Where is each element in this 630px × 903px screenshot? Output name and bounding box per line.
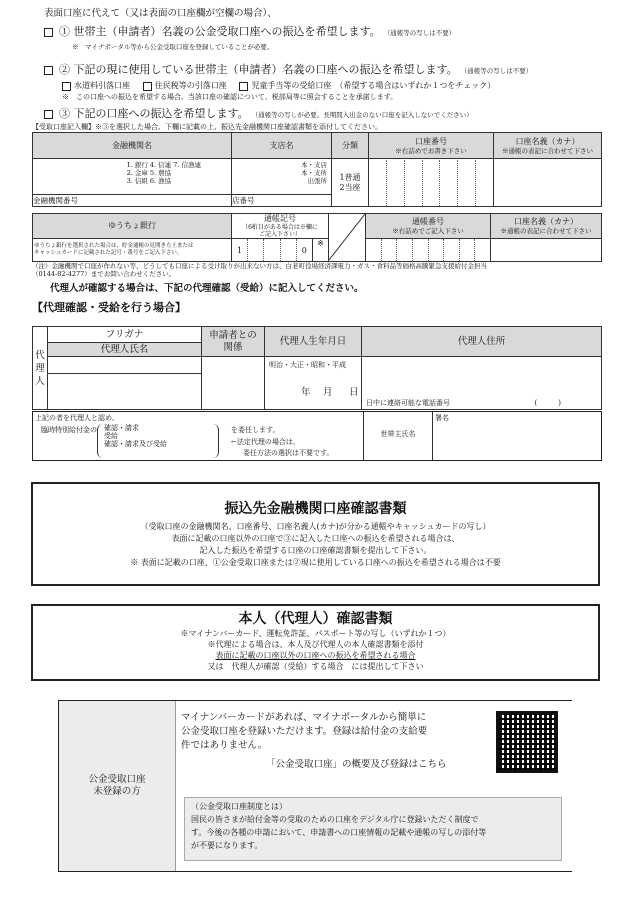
consent-line2: 臨時特別給付金の <box>41 426 97 434</box>
bank-doc-line1: （受取口座の金融機関名、口座番号、口座名義人(カナ)が分かる通帳やキャッシュカードの写し） <box>140 522 491 531</box>
relation-field[interactable] <box>202 357 265 410</box>
bank-code-label: 金融機関番号 <box>33 195 78 205</box>
col-holder <box>494 133 602 159</box>
option-3[interactable] <box>44 107 473 121</box>
yucho-note: ゆうちょ銀行を選択された場合は、貯金通帳の見開き左上または キャッシュカードに記載された記号・番号をご記入下さい。 <box>33 239 232 262</box>
yucho-number-label: 通帳番号 <box>412 217 444 226</box>
proxy-title: 【代理確認・受給を行う場合】 <box>32 301 186 314</box>
id-doc-line2: ※代理による場合は、本人及び代理人の本人確認書類を添付 <box>207 640 424 649</box>
bank-table <box>32 132 602 207</box>
furigana-header: フリガナ <box>48 327 202 343</box>
branch-code-field[interactable] <box>232 195 332 207</box>
public-box1: 国民の皆さまが給付金等の受取のための口座をデジタル庁に登録いただく制度で <box>191 815 479 824</box>
option-2-note: （通帳等の写しは不要） <box>460 67 533 75</box>
yucho-one: 1 <box>237 245 243 255</box>
choice-bracket <box>97 424 219 458</box>
option-2-sub: ※ この口座への振込を希望する場合、当該口座の確認について、税部局等に照会することを承諾します。 <box>62 93 398 101</box>
checkbox-option-1[interactable] <box>44 28 53 37</box>
name-header: 代理人氏名 <box>48 343 202 357</box>
option-1-sub: ※ マイナポータル等から公金受取口座を登録していることが必要。 <box>72 43 274 51</box>
id-doc-line1: ※マイナンバーカード、運転免許証、パスポート等の写し（いずれか１つ） <box>180 629 451 638</box>
public-text2: 公金受取口座を登録いただけます。登録は給付金の支給要 <box>181 726 428 737</box>
water-label: 水道料引落口座 <box>74 81 130 90</box>
yucho-number-header <box>366 214 491 239</box>
choice-both[interactable]: 確認・請求及び受給 <box>104 440 167 448</box>
proxy-name-field[interactable] <box>48 357 202 410</box>
head-name-cell <box>363 412 433 460</box>
account-holder-field[interactable] <box>494 159 602 207</box>
head-name-label: 世帯主氏名 <box>380 430 416 438</box>
public-link[interactable]: 「公金受取口座」の概要及び登録はこちら <box>266 759 447 770</box>
address-field[interactable] <box>362 357 602 410</box>
qr-code-icon[interactable] <box>496 711 558 773</box>
col-number-sub: ※右詰めでお書き下さい <box>395 146 467 155</box>
yucho-table <box>32 213 602 262</box>
option-1-label: ① 世帯主（申請者）名義の公金受取口座への振込を希望します。 <box>59 25 381 38</box>
consent-row <box>32 411 602 461</box>
birth-header: 代理人生年月日 <box>265 327 362 357</box>
option-2[interactable] <box>44 63 532 77</box>
public-account-box <box>58 700 572 872</box>
bank-types: 1. 銀行 4. 信連 7. 信漁連 2. 金庫 5. 農協 3. 信組 6. 漁協 <box>126 161 201 185</box>
id-doc-line4: 又は 代理人が確認（受給）する場合 には提出して下さい <box>207 662 424 671</box>
checkbox-option-3[interactable] <box>44 110 53 119</box>
choice-confirm[interactable]: 確認・請求 <box>104 424 139 432</box>
bank-doc-line2: 表面に記載の口座以外の口座で③に記入した口座への振込を希望される場合は、 <box>171 534 460 543</box>
yucho-label: ゆうちょ銀行 <box>33 214 232 239</box>
yucho-holder-header <box>491 214 602 239</box>
signature-label: 署名 <box>435 414 449 422</box>
bank-doc-title: 振込先金融機関口座確認書類 <box>224 501 407 517</box>
yucho-star: ※ <box>312 239 328 261</box>
bank-doc-line3: 記入した振込を希望する口座の口座確認書類を提出して下さい。 <box>199 546 432 555</box>
yucho-holder-label: 口座名義（カナ） <box>514 217 578 226</box>
public-box-title: （公金受取口座制度とは） <box>191 802 287 811</box>
bank-doc-line4: ※ 表面に記載の口座、①公金受取口座または②現に使用している口座への振込を希望される場合は不要 <box>130 558 501 567</box>
yucho-holder-field[interactable] <box>491 239 602 262</box>
relation-header: 申請者との 関係 <box>202 327 265 357</box>
col-bank-name: 金融機関名 <box>33 133 232 159</box>
branch-field[interactable] <box>232 159 332 195</box>
public-box3: が不要になります。 <box>191 841 263 850</box>
yucho-number-sub: ※右詰めでご記入下さい <box>392 227 464 235</box>
account-type-field[interactable]: 1普通 2当座 <box>332 159 369 207</box>
bank-caption: 【受取口座記入欄】※③を選択した場合、下欄に記載の上、振込先金融機関口座確認書類を添付してください。 <box>32 123 382 131</box>
tel-label: 日中に連絡可能な電話番号 <box>366 399 450 407</box>
consent-line4: ←法定代理の場合は、 <box>231 438 300 446</box>
option-1-note: （通帳等の写しは不要） <box>383 29 456 37</box>
col-holder-label: 口座名義（カナ） <box>515 136 580 146</box>
day-label: 日 <box>349 387 359 398</box>
col-number <box>369 133 494 159</box>
option-3-label: ③ 下記の口座への振込を希望します。 <box>59 107 249 120</box>
intro-line: 表面口座に代えて（又は表面の口座欄が空欄の場合）、 <box>44 8 277 19</box>
era-options: 明治・大正・昭和・平成 <box>269 361 346 369</box>
consent-line5: 委任方法の選択は不要です。 <box>243 449 334 457</box>
year-label: 年 <box>301 387 311 398</box>
month-label: 月 <box>323 387 333 398</box>
account-number-field[interactable] <box>369 159 494 207</box>
yucho-symbol-label: 通帳記号 <box>264 214 296 223</box>
public-text1: マイナンバーカードがあれば、マイナポータルから簡単に <box>181 712 427 723</box>
id-doc-line3: 表面に記載の口座以外の口座への振込を希望される場合 <box>215 651 416 660</box>
tax-label: 住民税等の引落口座 <box>154 81 227 90</box>
branch-types: 本・支店 本・支所 出張所 <box>301 161 327 185</box>
consent-line1: 上記の者を代理人と認め、 <box>35 414 119 422</box>
public-info-box <box>184 797 562 861</box>
bank-code-field[interactable] <box>33 195 232 207</box>
choice-receive[interactable]: 受給 <box>104 432 118 440</box>
proxy-intro: 代理人が確認する場合は、下記の代理確認（受給）に記入してください。 <box>50 283 364 294</box>
signature-field[interactable] <box>433 424 599 458</box>
child-label: 児童手当等の受給口座 （希望する場合はいずれか１つをチェック） <box>251 81 496 90</box>
tel-paren[interactable]: ( ) <box>534 399 561 407</box>
bank-doc-box <box>31 482 600 586</box>
option-2-label: ② 下記の現に使用している世帯主（申請者）名義の口座への振込を希望します。 <box>59 63 458 76</box>
checkbox-child[interactable] <box>239 82 248 91</box>
yucho-diagonal <box>329 214 366 262</box>
col-type: 分類 <box>332 133 369 159</box>
bank-name-field[interactable] <box>33 159 232 195</box>
option-3-note: （通帳等の写しが必要。長期間入出金のない口座を記入しないでください） <box>251 111 473 119</box>
yucho-zero: 0 <box>296 239 312 261</box>
public-text3: 件ではありません。 <box>181 740 268 751</box>
consent-line3: を委任します。 <box>231 426 280 434</box>
yucho-symbol-field[interactable] <box>232 239 329 262</box>
public-side-label: 公金受取口座 未登録の方 <box>88 774 146 797</box>
id-doc-box <box>31 604 600 681</box>
col-number-label: 口座番号 <box>415 136 447 146</box>
diagonal-line <box>329 214 365 260</box>
bank-note: （注）金融機関で口座が作れない等、どうしても口座による受け取りが出来ない方は、白老町役場経済課電力・ガス・食料品等価格高騰緊急支援給付金担当 （0144-82-4277）までお問い合わせください。 <box>32 262 487 278</box>
proxy-side: 代 理 人 <box>33 327 48 410</box>
option-1[interactable] <box>44 25 455 39</box>
public-box2: す。今後の各種の申請において、申請書への口座情報の記載や通帳の写しの添付等 <box>191 828 487 837</box>
checkbox-tax[interactable] <box>143 82 152 91</box>
proxy-table <box>32 326 602 410</box>
address-header: 代理人住所 <box>362 327 602 357</box>
checkbox-option-2[interactable] <box>44 66 53 75</box>
checkbox-water[interactable] <box>62 82 71 91</box>
option-2-choices <box>62 81 495 91</box>
id-doc-title: 本人（代理人）確認書類 <box>238 611 393 627</box>
yucho-symbol-header <box>232 214 329 239</box>
col-holder-sub: ※通帳の表記に合わせて下さい <box>502 146 593 155</box>
branch-code-label: 店番号 <box>232 195 255 205</box>
yucho-holder-sub: ※通帳の表記に合わせて下さい <box>500 227 592 235</box>
yucho-number-field[interactable] <box>366 239 491 262</box>
birth-field[interactable] <box>265 357 362 410</box>
col-branch: 支店名 <box>232 133 332 159</box>
public-content <box>175 701 572 871</box>
furigana-field[interactable] <box>48 357 201 374</box>
yucho-symbol-sub: （6桁目がある場合は※欄に ご記入下さい） <box>242 224 318 238</box>
